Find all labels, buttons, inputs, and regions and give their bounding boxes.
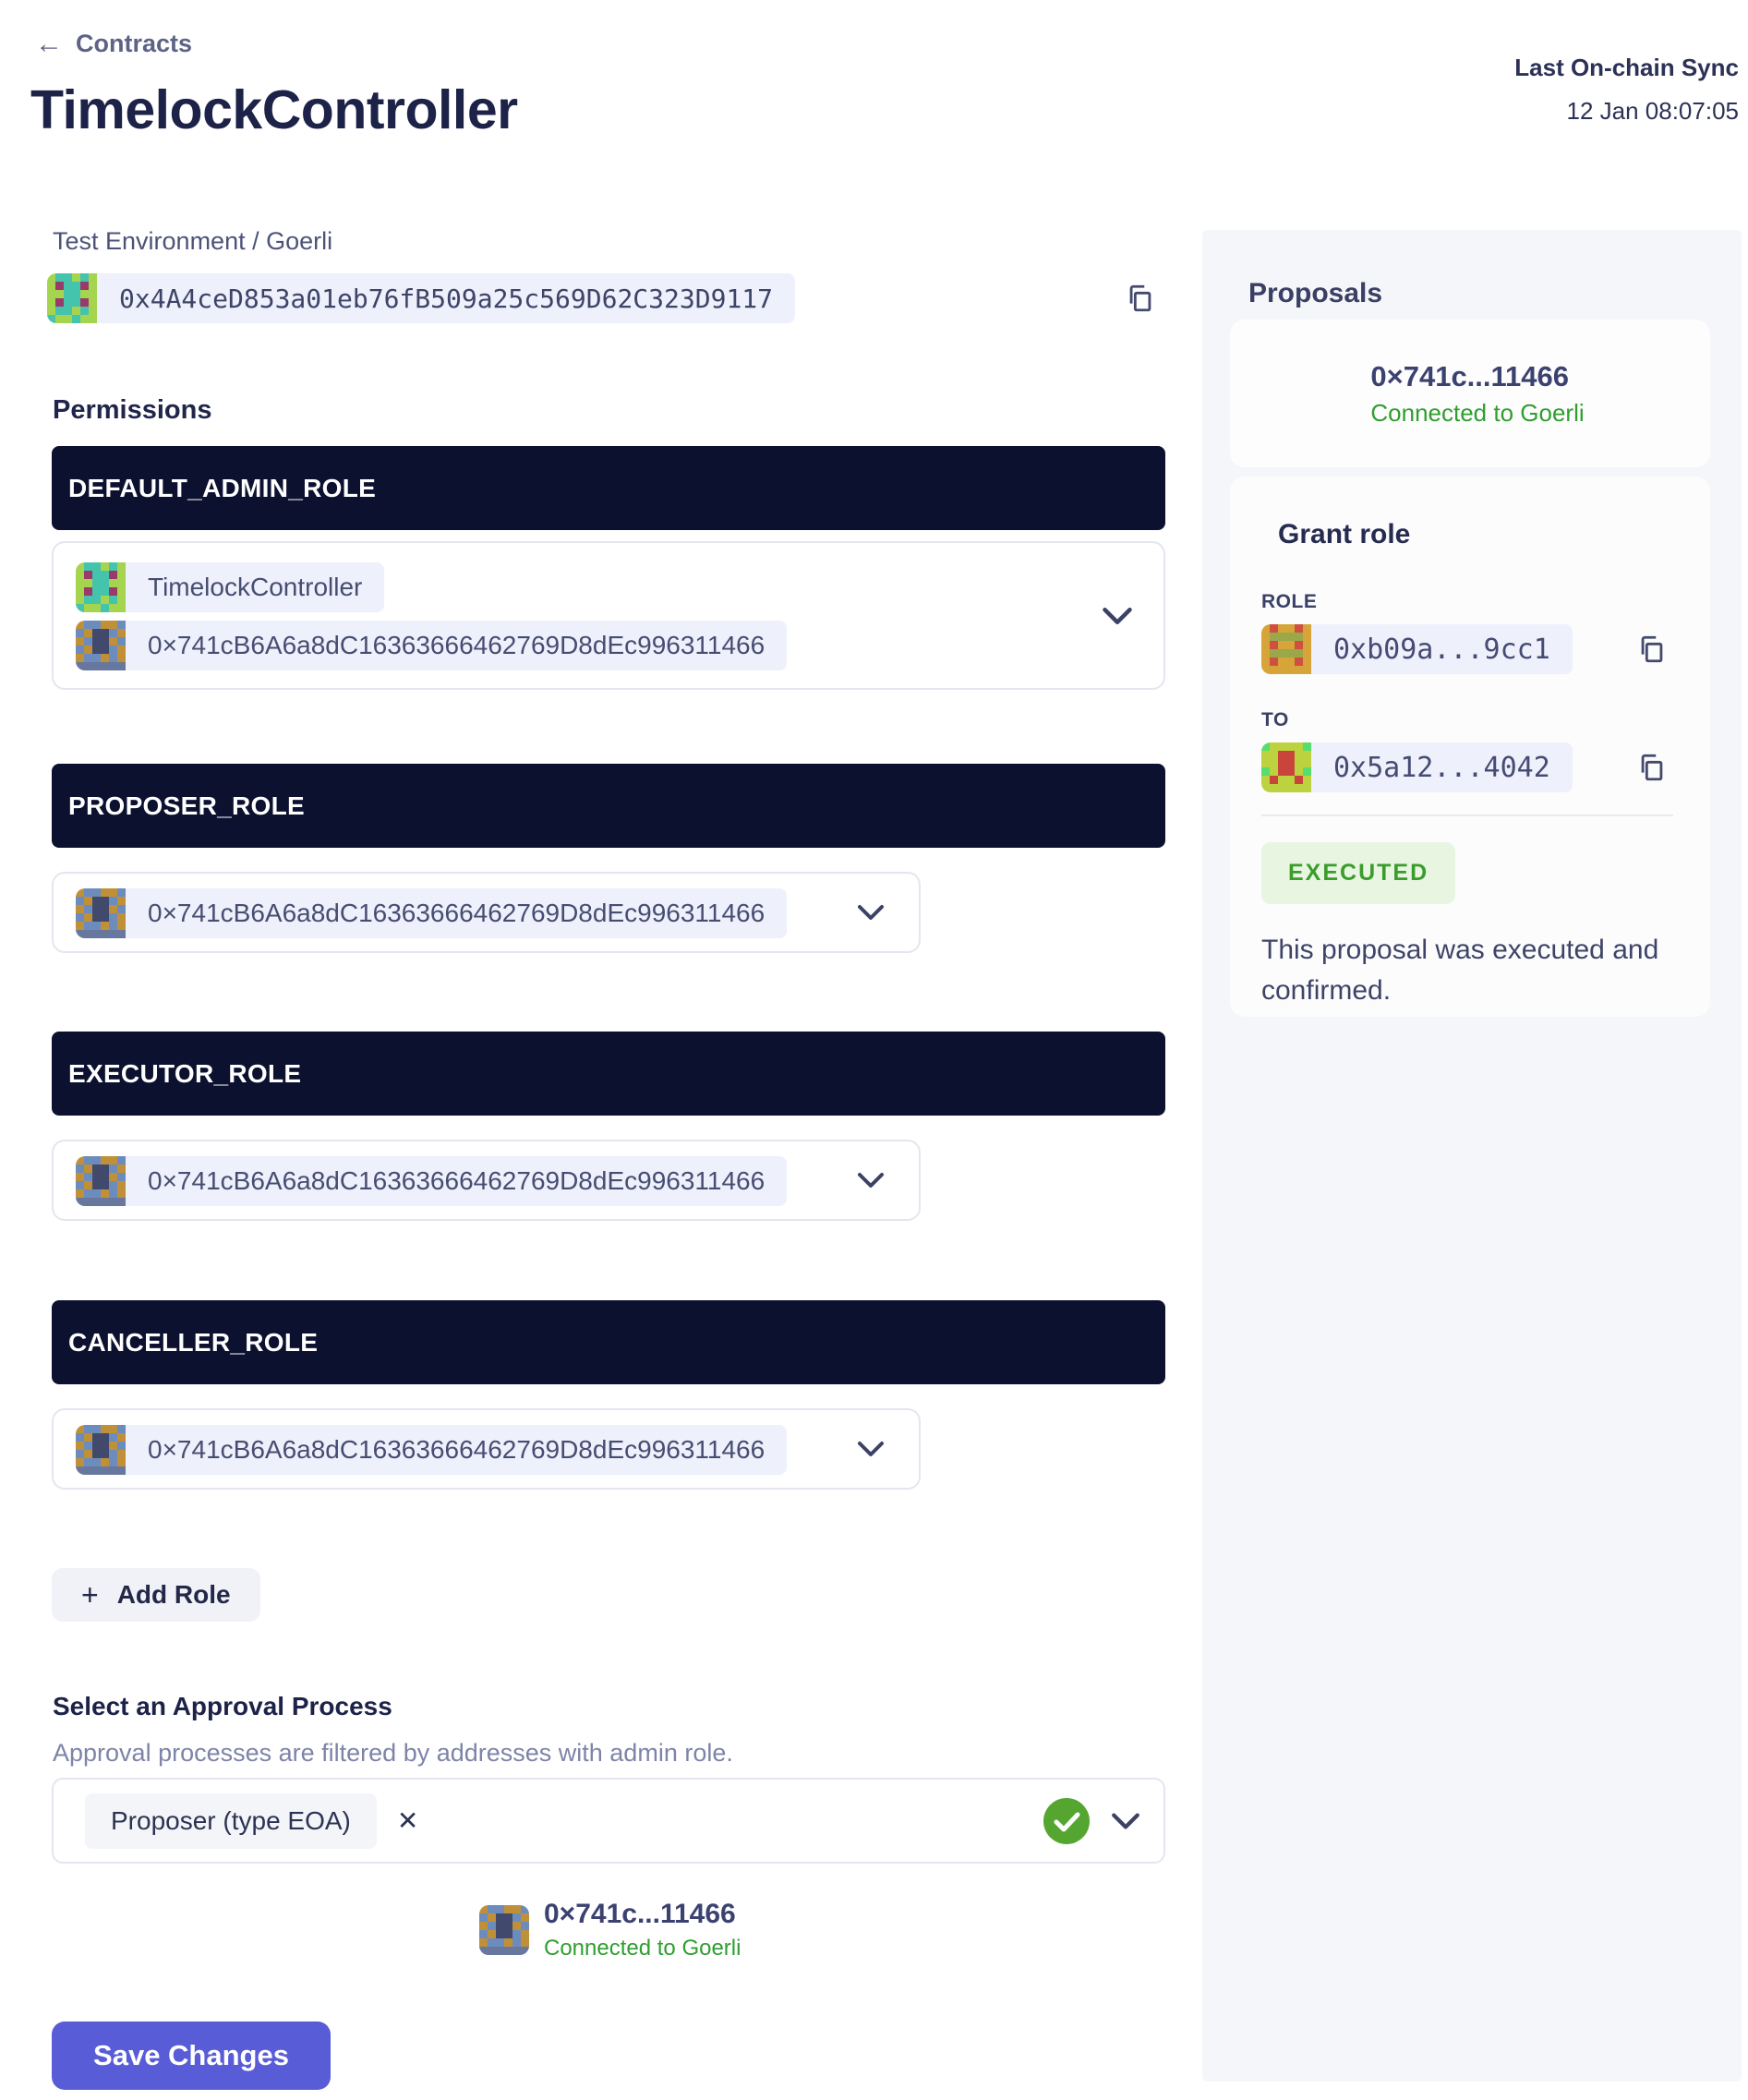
- copy-icon: [1125, 283, 1156, 314]
- chevron-down-icon[interactable]: [856, 1170, 886, 1190]
- member-label: 0×741cB6A6a8dC16363666462769D8dEc996311466: [126, 1156, 787, 1206]
- sync-block: [1514, 54, 1739, 126]
- member-chip: [76, 1156, 787, 1206]
- chevron-down-icon[interactable]: [1110, 1811, 1141, 1831]
- role-name: DEFAULT_ADMIN_ROLE: [68, 473, 377, 502]
- grant-role-heading: Grant role: [1278, 519, 1411, 549]
- member-identicon: [76, 621, 126, 670]
- sync-timestamp: 12 Jan 08:07:05: [1566, 97, 1739, 125]
- save-changes-button[interactable]: Save Changes: [52, 2022, 331, 2090]
- grant-role-card: [1230, 477, 1710, 1017]
- role-name: EXECUTOR_ROLE: [68, 1058, 302, 1088]
- proposal-connection-status: Connected to Goerli: [1370, 398, 1585, 427]
- chevron-down-icon[interactable]: [856, 902, 886, 923]
- member-chip: [76, 621, 787, 670]
- role-bar-canceller: [52, 1300, 1165, 1384]
- proposal-address-short: 0×741c...11466: [1370, 359, 1570, 392]
- contract-identicon: [47, 273, 97, 323]
- approval-heading: Select an Approval Process: [53, 1692, 392, 1720]
- approval-subtitle: Approval processes are filtered by addresses with admin role.: [53, 1739, 733, 1767]
- account-connection-status: Connected to Goerli: [544, 1936, 741, 1961]
- breadcrumb-contracts[interactable]: [35, 30, 192, 58]
- member-identicon: [76, 1425, 126, 1475]
- role-members-default-admin[interactable]: [52, 541, 1165, 690]
- valid-check-icon: [1043, 1798, 1090, 1844]
- page-title: TimelockController: [30, 79, 518, 140]
- breadcrumb-label: Contracts: [76, 30, 193, 57]
- role-members-canceller[interactable]: [52, 1408, 921, 1490]
- approval-process-select[interactable]: [52, 1778, 1165, 1864]
- copy-role-button[interactable]: [1631, 628, 1673, 670]
- member-identicon: [76, 888, 126, 938]
- member-label: TimelockController: [126, 562, 384, 612]
- copy-to-button[interactable]: [1631, 746, 1673, 789]
- member-identicon: [76, 562, 126, 612]
- role-value-row: [1261, 624, 1673, 674]
- clear-selection-icon[interactable]: ✕: [396, 1805, 419, 1835]
- chevron-down-icon[interactable]: [856, 1439, 886, 1459]
- copy-icon: [1636, 752, 1668, 783]
- connected-account: [479, 1899, 741, 1961]
- contract-address: 0x4A4ceD853a01eb76fB509a25c569D62C323D9117: [97, 273, 795, 323]
- chevron-down-icon[interactable]: [1101, 605, 1134, 627]
- proposals-heading: Proposals: [1248, 278, 1383, 308]
- environment-path: Test Environment / Goerli: [53, 227, 333, 255]
- role-members-proposer[interactable]: [52, 872, 921, 953]
- divider: [1261, 815, 1673, 816]
- to-address-identicon: [1261, 742, 1311, 792]
- sync-label: Last On-chain Sync: [1514, 54, 1739, 81]
- add-role-label: Add Role: [116, 1580, 231, 1609]
- role-bar-executor: [52, 1032, 1165, 1116]
- role-members-executor[interactable]: [52, 1140, 921, 1221]
- role-value-chip: [1261, 624, 1573, 674]
- proposal-card[interactable]: [1230, 320, 1710, 467]
- permissions-heading: Permissions: [53, 395, 212, 425]
- member-chip: [76, 888, 787, 938]
- role-bar-proposer: [52, 764, 1165, 848]
- copy-address-button[interactable]: [1119, 277, 1162, 320]
- status-badge: EXECUTED: [1261, 842, 1455, 904]
- copy-icon: [1636, 634, 1668, 665]
- role-hash-identicon: [1261, 624, 1311, 674]
- selected-approval-chip: Proposer (type EOA): [85, 1793, 377, 1849]
- account-identicon: [479, 1905, 529, 1955]
- proposals-sidebar: [1202, 230, 1742, 2082]
- back-arrow-icon: ←: [35, 28, 63, 59]
- role-name: CANCELLER_ROLE: [68, 1327, 319, 1357]
- contract-address-chip: [47, 273, 795, 323]
- member-label: 0×741cB6A6a8dC16363666462769D8dEc996311466: [126, 1425, 787, 1475]
- to-field-label: TO: [1261, 709, 1289, 730]
- to-value-chip: [1261, 742, 1573, 792]
- member-label: 0×741cB6A6a8dC16363666462769D8dEc996311466: [126, 621, 787, 670]
- to-address-short: 0x5a12...4042: [1311, 742, 1573, 792]
- to-value-row: [1261, 742, 1673, 792]
- plus-icon: +: [81, 1577, 99, 1611]
- member-identicon: [76, 1156, 126, 1206]
- member-chip: [76, 1425, 787, 1475]
- role-bar-default-admin: [52, 446, 1165, 530]
- add-role-button[interactable]: [52, 1568, 260, 1622]
- role-hash-short: 0xb09a...9cc1: [1311, 624, 1573, 674]
- member-chip: [76, 562, 384, 612]
- role-name: PROPOSER_ROLE: [68, 791, 305, 820]
- member-label: 0×741cB6A6a8dC16363666462769D8dEc996311466: [126, 888, 787, 938]
- account-address-short: 0×741c...11466: [544, 1899, 736, 1929]
- role-field-label: ROLE: [1261, 591, 1318, 612]
- proposal-status-text: This proposal was executed and confirmed.: [1261, 935, 1659, 1006]
